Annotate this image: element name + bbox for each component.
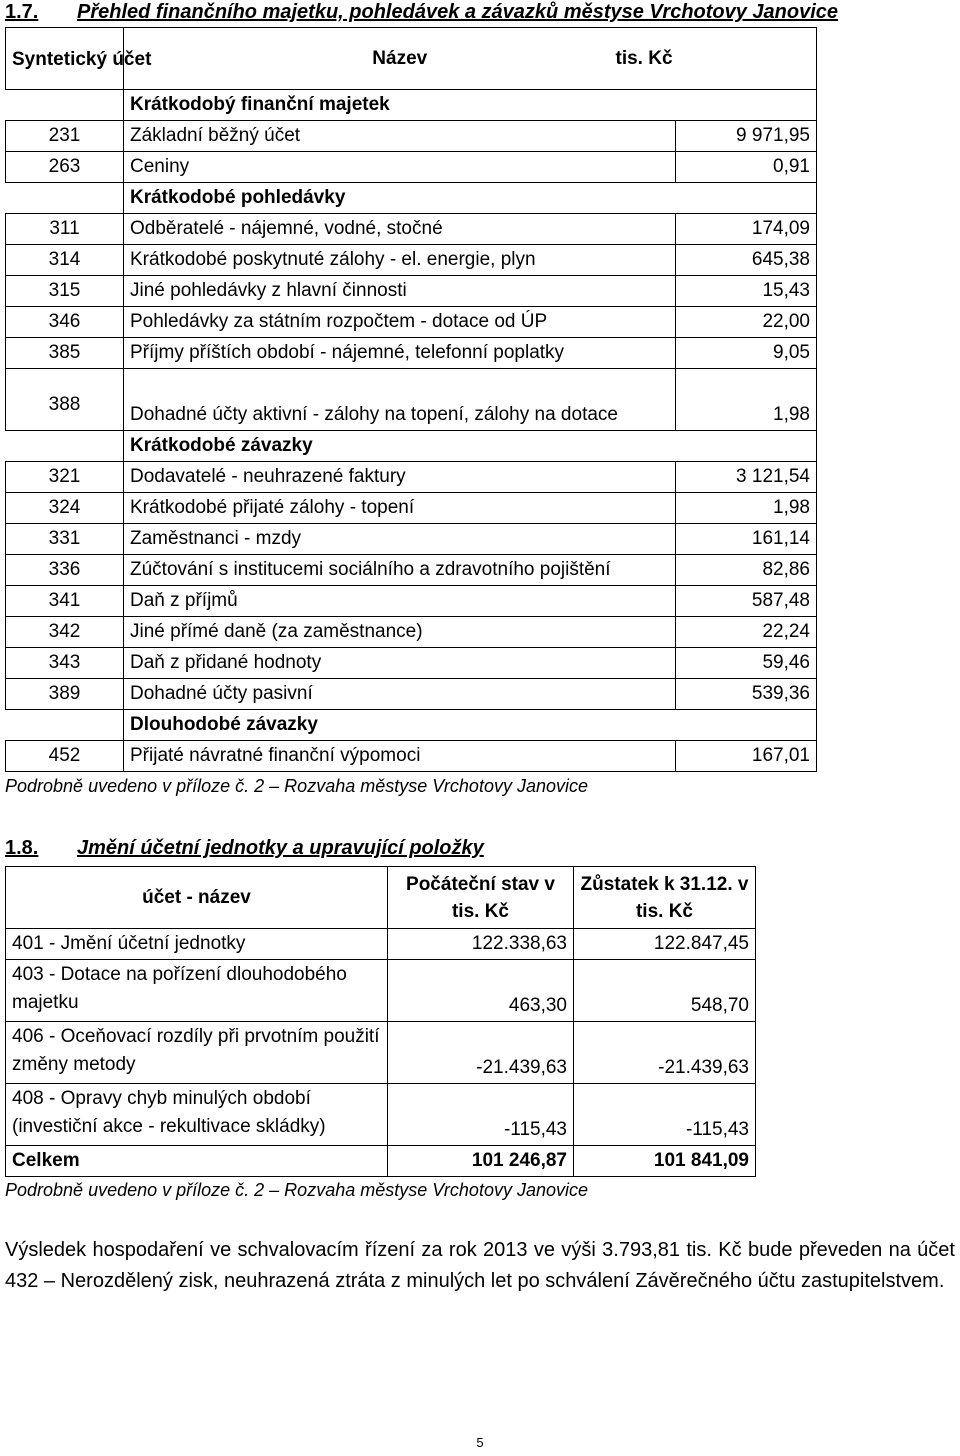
account-value: 167,01	[676, 741, 817, 772]
account-value	[676, 431, 817, 462]
account-value: 645,38	[676, 245, 817, 276]
section-row	[6, 183, 817, 214]
account-value	[676, 90, 817, 121]
section-number: 1.8.	[5, 837, 39, 859]
header-account: Syntetický účet	[6, 28, 124, 90]
account-code: 336	[6, 555, 124, 586]
total-label: Celkem	[6, 1146, 388, 1177]
table-row	[6, 493, 817, 524]
table-row	[6, 586, 817, 617]
table-row	[6, 245, 817, 276]
account-code: 263	[6, 152, 124, 183]
account-name: Jiné pohledávky z hlavní činnosti	[124, 276, 676, 307]
table-row	[6, 462, 817, 493]
total-row	[6, 1146, 756, 1177]
page-number: 5	[476, 1435, 484, 1450]
table-header-row	[6, 28, 817, 90]
table-row	[6, 121, 817, 152]
account-name: Daň z přidané hodnoty	[124, 648, 676, 679]
account-name: Dlouhodobé závazky	[124, 710, 676, 741]
account-value: 22,00	[676, 307, 817, 338]
account-name: Jiné přímé daně (za zaměstnance)	[124, 617, 676, 648]
account-value: 9 971,95	[676, 121, 817, 152]
row-start-value: -21.439,63	[388, 1022, 574, 1084]
section-row	[6, 90, 817, 121]
account-code: 346	[6, 307, 124, 338]
section-title: Jmění účetní jednotky a upravující položky	[77, 837, 484, 859]
account-code: 341	[6, 586, 124, 617]
account-code: 343	[6, 648, 124, 679]
account-value: 22,24	[676, 617, 817, 648]
row-end-value: 122.847,45	[574, 929, 756, 960]
row-label: 406 - Oceňovací rozdíly při prvotním použití změny metody	[6, 1022, 388, 1084]
table-row	[6, 929, 756, 960]
account-value	[676, 710, 817, 741]
account-name: Přijaté návratné finanční výpomoci	[124, 741, 676, 772]
account-value: 174,09	[676, 214, 817, 245]
account-code: 321	[6, 462, 124, 493]
table-header-row	[6, 867, 756, 929]
table-row	[6, 741, 817, 772]
table-row	[6, 276, 817, 307]
account-name: Krátkodobé závazky	[124, 431, 676, 462]
account-code: 315	[6, 276, 124, 307]
result-paragraph	[5, 1235, 955, 1297]
section-heading-1-7	[5, 0, 838, 24]
account-name: Pohledávky za státním rozpočtem - dotace od ÚP	[124, 307, 676, 338]
account-name: Krátkodobý finanční majetek	[124, 90, 676, 121]
account-code	[6, 710, 124, 741]
account-name: Zaměstnanci - mzdy	[124, 524, 676, 555]
account-name: Ceniny	[124, 152, 676, 183]
table1-note: Podrobně uvedeno v příloze č. 2 – Rozvaha městyse Vrchotovy Janovice	[5, 776, 588, 796]
account-name: Dodavatelé - neuhrazené faktury	[124, 462, 676, 493]
row-label: 403 - Dotace na pořízení dlouhodobého majetku	[6, 960, 388, 1022]
account-name: Dohadné účty aktivní - zálohy na topení, zálohy na dotace	[124, 369, 676, 431]
row-start-value: 122.338,63	[388, 929, 574, 960]
account-code	[6, 90, 124, 121]
table-row	[6, 960, 756, 1022]
account-value: 587,48	[676, 586, 817, 617]
account-value: 9,05	[676, 338, 817, 369]
account-code: 388	[6, 369, 124, 431]
account-code: 311	[6, 214, 124, 245]
account-code: 385	[6, 338, 124, 369]
account-name: Krátkodobé přijaté zálohy - topení	[124, 493, 676, 524]
row-start-value: 463,30	[388, 960, 574, 1022]
table-row	[6, 307, 817, 338]
account-code: 452	[6, 741, 124, 772]
account-value	[676, 183, 817, 214]
table-row	[6, 555, 817, 586]
account-name: Příjmy příštích období - nájemné, telefonní poplatky	[124, 338, 676, 369]
row-end-value: -115,43	[574, 1084, 756, 1146]
financial-assets-table	[5, 27, 817, 772]
table-row	[6, 338, 817, 369]
table-row	[6, 1022, 756, 1084]
paragraph-text: Výsledek hospodaření ve schvalovacím řízení za rok 2013 ve výši 3.793,81 tis. Kč bude převeden na účet 432 – Nerozdělený zisk, neuhrazená ztráta z minulých let po schválení Závěrečného účtu zastupitelstvem.	[5, 1239, 955, 1292]
account-name: Krátkodobé pohledávky	[124, 183, 676, 214]
account-code: 342	[6, 617, 124, 648]
account-name: Základní běžný účet	[124, 121, 676, 152]
section-heading-1-8	[5, 836, 484, 860]
account-value: 59,46	[676, 648, 817, 679]
total-end-value: 101 841,09	[574, 1146, 756, 1177]
table-row	[6, 679, 817, 710]
table-row	[6, 524, 817, 555]
account-code: 389	[6, 679, 124, 710]
table-row	[6, 369, 817, 431]
account-code: 331	[6, 524, 124, 555]
row-end-value: 548,70	[574, 960, 756, 1022]
row-label: 401 - Jmění účetní jednotky	[6, 929, 388, 960]
header-end: Zůstatek k 31.12. v tis. Kč	[574, 867, 756, 929]
account-code	[6, 183, 124, 214]
table2-note: Podrobně uvedeno v příloze č. 2 – Rozvaha městyse Vrchotovy Janovice	[5, 1180, 588, 1200]
account-name: Odběratelé - nájemné, vodné, stočné	[124, 214, 676, 245]
account-value: 15,43	[676, 276, 817, 307]
table-row	[6, 648, 817, 679]
account-value: 1,98	[676, 369, 817, 431]
header-name: Název	[124, 28, 676, 90]
account-code	[6, 431, 124, 462]
account-value: 161,14	[676, 524, 817, 555]
equity-table	[5, 866, 756, 1177]
account-value: 82,86	[676, 555, 817, 586]
table-row	[6, 617, 817, 648]
total-start-value: 101 246,87	[388, 1146, 574, 1177]
account-value: 3 121,54	[676, 462, 817, 493]
section-title: Přehled finančního majetku, pohledávek a závazků městyse Vrchotovy Janovice	[77, 1, 839, 23]
header-unit: tis. Kč	[616, 28, 757, 90]
account-code: 314	[6, 245, 124, 276]
account-value: 539,36	[676, 679, 817, 710]
account-code: 231	[6, 121, 124, 152]
table-row	[6, 214, 817, 245]
row-end-value: -21.439,63	[574, 1022, 756, 1084]
header-start: Počáteční stav v tis. Kč	[388, 867, 574, 929]
table-row	[6, 152, 817, 183]
account-name: Zúčtování s institucemi sociálního a zdravotního pojištění	[124, 555, 676, 586]
header-account: účet - název	[6, 867, 388, 929]
table-row	[6, 1084, 756, 1146]
row-label: 408 - Opravy chyb minulých období (investiční akce - rekultivace skládky)	[6, 1084, 388, 1146]
row-start-value: -115,43	[388, 1084, 574, 1146]
section-number: 1.7.	[5, 1, 39, 23]
account-name: Krátkodobé poskytnuté zálohy - el. energie, plyn	[124, 245, 676, 276]
account-name: Daň z příjmů	[124, 586, 676, 617]
section-row	[6, 431, 817, 462]
account-value: 1,98	[676, 493, 817, 524]
account-code: 324	[6, 493, 124, 524]
account-name: Dohadné účty pasivní	[124, 679, 676, 710]
account-value: 0,91	[676, 152, 817, 183]
section-row	[6, 710, 817, 741]
